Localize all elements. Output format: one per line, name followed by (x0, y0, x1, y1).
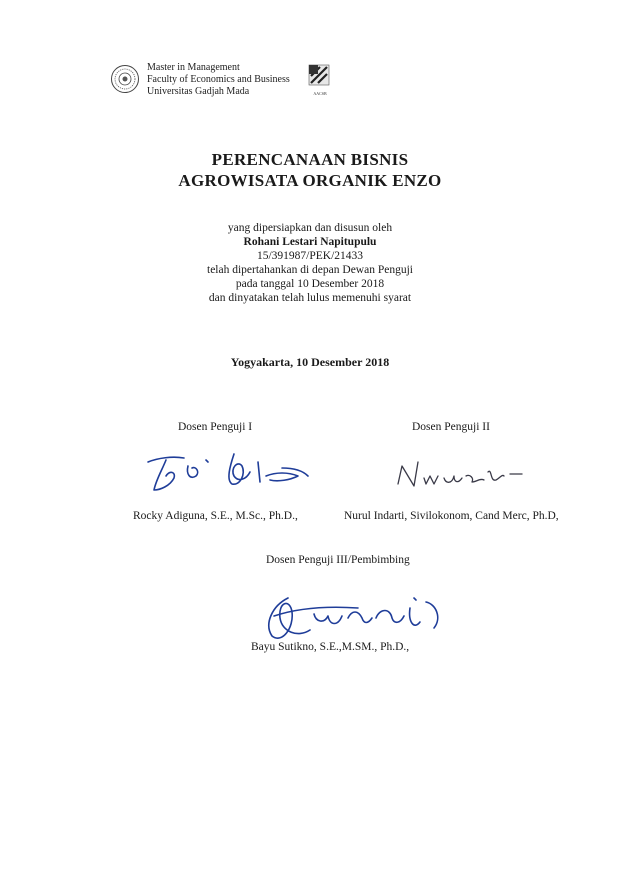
aacsb-logo-text: AACSB (313, 91, 327, 96)
prepared-by-text: yang dipersiapkan dan disusun oleh (227, 222, 393, 234)
author-name: Rohani Lestari Napitupulu (243, 236, 377, 248)
aacsb-logo-icon (308, 64, 330, 92)
examiner-3-name: Bayu Sutikno, S.E.,M.SM., Ph.D., (251, 641, 410, 653)
examiner-3-signature (258, 588, 458, 648)
defended-text: telah dipertahankan di depan Dewan Penguji (207, 264, 413, 276)
place-and-date: Yogyakarta, 10 Desember 2018 (230, 355, 390, 369)
university-name: Universitas Gadjah Mada (147, 86, 250, 97)
thesis-title-line-2: AGROWISATA ORGANIK ENZO (178, 171, 442, 190)
defense-date: pada tanggal 10 Desember 2018 (235, 278, 385, 290)
institution-header (147, 62, 290, 98)
examiner-2-name: Nurul Indarti, Sivilokonom, Cand Merc, Ph.D, (344, 510, 559, 522)
examiner-1-signature (142, 446, 312, 502)
faculty-name: Faculty of Economics and Business (147, 74, 290, 85)
passed-text: dan dinyatakan telah lulus memenuhi syarat (208, 292, 412, 304)
program-name: Master in Management (147, 62, 240, 73)
examiner-2-signature-stroke (398, 462, 418, 486)
university-seal-icon (110, 64, 140, 94)
examiner-1-role: Dosen Penguji I (178, 421, 253, 433)
examiner-2-role: Dosen Penguji II (412, 421, 490, 433)
thesis-title-line-1: PERENCANAAN BISNIS (211, 150, 409, 169)
examiner-3-role: Dosen Penguji III/Pembimbing (266, 554, 410, 566)
examiner-1-name: Rocky Adiguna, S.E., M.Sc., Ph.D., (133, 510, 298, 522)
student-id: 15/391987/PEK/21433 (256, 250, 364, 262)
